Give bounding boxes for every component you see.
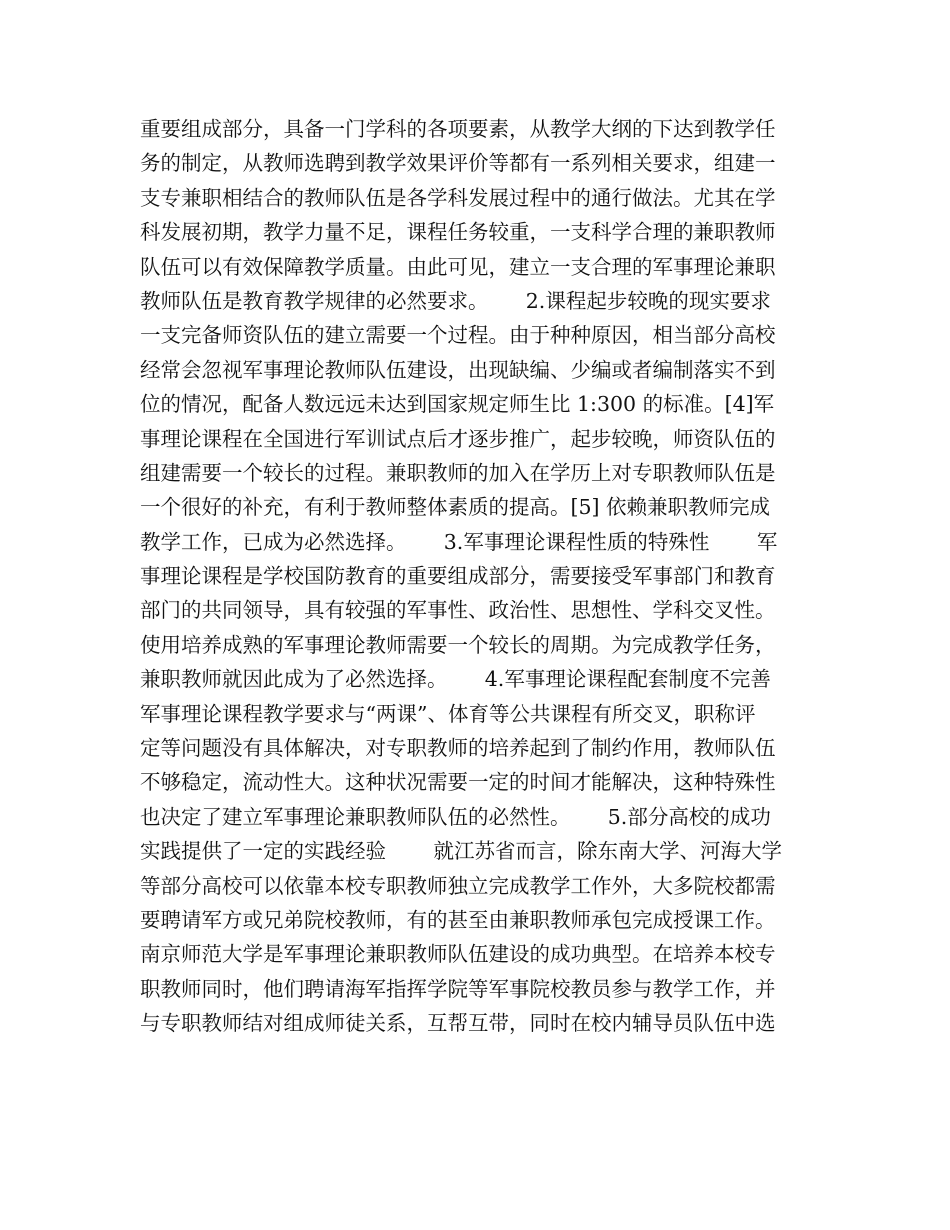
text-line: 重要组成部分，具备一门学科的各项要素，从教学大纲的下达到教学任 bbox=[140, 117, 776, 141]
text-line: 务的制定，从教师选聘到教学效果评价等都有一系列相关要求，组建一 bbox=[140, 151, 776, 176]
text-line: 支专兼职相结合的教师队伍是各学科发展过程中的通行做法。尤其在学 bbox=[140, 185, 776, 210]
text-line: 教学工作，已成为必然选择。 3.军事理论课程性质的特殊性 军 bbox=[140, 529, 778, 554]
text-line: 一个很好的补充，有利于教师整体素质的提高。[5] 依赖兼职教师完成 bbox=[140, 495, 771, 520]
text-line: 职教师同时，他们聘请海军指挥学院等军事院校教员参与教学工作，并 bbox=[140, 976, 776, 1001]
text-line: 位的情况，配备人数远远未达到国家规定师生比 1:300 的标准。[4]军 bbox=[140, 392, 775, 417]
text-line: 定等问题没有具体解决，对专职教师的培养起到了制约作用，教师队伍 bbox=[140, 736, 776, 761]
text-line: 经常会忽视军事理论教师队伍建设，出现缺编、少编或者编制落实不到 bbox=[140, 357, 776, 382]
text-line: 部门的共同领导，具有较强的军事性、政治性、思想性、学科交叉性。 bbox=[140, 598, 776, 623]
text-line: 组建需要一个较长的过程。兼职教师的加入在学历上对专职教师队伍是 bbox=[140, 460, 776, 485]
text-line: 事理论课程在全国进行军训试点后才逐步推广，起步较晚，师资队伍的 bbox=[140, 426, 776, 451]
text-line: 一支完备师资队伍的建立需要一个过程。由于种种原因，相当部分高校 bbox=[140, 323, 776, 348]
text-line: 兼职教师就因此成为了必然选择。 4.军事理论课程配套制度不完善 bbox=[140, 667, 771, 692]
text-line: 科发展初期，教学力量不足，课程任务较重，一支科学合理的兼职教师 bbox=[140, 220, 776, 245]
text-line: 军事理论课程教学要求与“两课”、体育等公共课程有所交叉，职称评 bbox=[140, 701, 756, 726]
text-line: 也决定了建立军事理论兼职教师队伍的必然性。 5.部分高校的成功 bbox=[140, 804, 771, 829]
text-line: 队伍可以有效保障教学质量。由此可见，建立一支合理的军事理论兼职 bbox=[140, 254, 776, 279]
text-line: 等部分高校可以依靠本校专职教师独立完成教学工作外，大多院校都需 bbox=[140, 873, 776, 898]
text-line: 事理论课程是学校国防教育的重要组成部分，需要接受军事部门和教育 bbox=[140, 564, 776, 589]
text-line: 南京师范大学是军事理论兼职教师队伍建设的成功典型。在培养本校专 bbox=[140, 942, 776, 967]
text-line: 使用培养成熟的军事理论教师需要一个较长的周期。为完成教学任务， bbox=[140, 632, 776, 657]
text-line: 实践提供了一定的实践经验 就江苏省而言，除东南大学、河海大学 bbox=[140, 839, 783, 864]
text-line: 教师队伍是教育教学规律的必然要求。 2.课程起步较晚的现实要求 bbox=[140, 288, 771, 313]
text-line: 与专职教师结对组成师徒关系，互帮互带，同时在校内辅导员队伍中选 bbox=[140, 1011, 776, 1036]
body-text bbox=[140, 112, 820, 1041]
text-line: 要聘请军方或兄弟院校教师，有的甚至由兼职教师承包完成授课工作。 bbox=[140, 907, 776, 932]
text-line: 不够稳定，流动性大。这种状况需要一定的时间才能解决，这种特殊性 bbox=[140, 770, 776, 795]
